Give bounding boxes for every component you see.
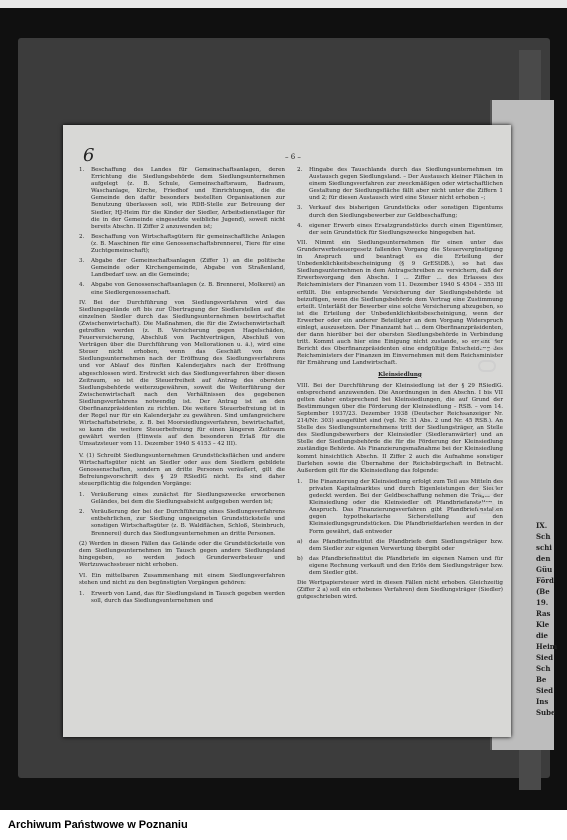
item-number: 2.	[79, 509, 85, 516]
right-column	[297, 167, 503, 605]
side-fragment: schi	[536, 543, 552, 552]
side-fragment: Be	[536, 675, 547, 684]
side-fragment: 19.	[536, 598, 549, 607]
section-viii: VIII. Bei der Durchführung der Kleinsiedlung ist der § 29 RSiedlG. entsprechend anzuwenden. Die Anordnungen in den Abschn. I bis VII gelten daher entsprechend bei Kleinsiedlungen, die auf Grund der Bestimmungen über die Förderung der Kleinsiedlung – RSB. – vom 14. September 1937/23. Dezember 1938 (Deutscher Reichsanzeiger Nr. 214/Nr. 303) ausgeführt sind (vgl. Nr. 31 Abs. 2 und Nr. 45 RSB.). An Stelle des Siedlungsunternehmens tritt der Siedlungsträger, an Stelle des Siedlungsbewerbers der Kleinsiedler (Siedleranwärter) und an Stelle der Siedlungsbehörde die für die Förderung der Kleinsiedlung zuständige Behörde. Als Finanzierungsmaßnahme bei der Kleinsiedlung kommt hinsichtlich Abschn. II Ziffer 2 auch die Aufnahme sonstiger Darlehen sowie die Übernahme der Reichsbürgschaft in Betracht. Außerdem gilt für die Kleinsiedlung das folgende:	[297, 382, 503, 474]
section-iv: IV. Bei der Durchführung von Siedlungsverfahren wird das Siedlungsgelände oft bis zur Übertragung der Siedlerstellen auf die einzelnen Siedler durch das Siedlungsunternehmen bewirtschaftet (Zwischenwirtschaft). Die Maßnahmen, die für die Zwischenwirtschaft getroffen werden (z. B. Versicherung gegen Hagelschäden, Feuerversicherung, Abschluß von Pachtverträgen, Abschluß von Verträgen über die Durchführung von Meliorationen u. ä.), wird eine Steuer nicht erhoben, wenn das Geschäft von dem Siedlungsunternehmen nach der Eröffnung des Siedlungsverfahrens und vor Ablauf des fünften Kalenderjahrs nach der Eröffnung abgeschlossen wird. Erstreckt sich das Siedlungsverfahren über diesen Zeitraum, so ist die Steuerfreiheit auf Antrag des obersten Siedlungsbehörde weiterzugewähren, soweit die Weiterführung der Zwischenwirtschaft nach den Verhältnissen des gegebenen Siedlungsverfahrens notwendig ist. Der Antrag ist an den Oberfinanzpräsidenten zu richten. Die weitere Steuerbefreiung ist in der Regel nur für ein Kalenderjahr zu gewähren. Sind umfangreichere Wirtschaftsbetriebe, z. B. bei Moorsiedlungsverfahren, bewirtschaftet, so kann die weitere Steuerbefreiung für einen längeren Zeitraum gewährt werden (Hinweis auf den besonderen Erlaß für die Umsatzsteuer vom 11. Dezember 1940 S 4153 – 42 III).	[79, 299, 285, 448]
list-item	[297, 167, 503, 202]
side-fragment: Sied	[536, 686, 554, 695]
section-heading: Kleinsiedlung	[378, 371, 422, 378]
item-text: Abgabe der Gemeinschaftsanlagen (Ziffer 1) an die politische Gemeinde oder Kirchengemeinde, Abgabe von Straßenland, Landbedarf usw. an die Gemeinde;	[91, 258, 285, 279]
item-text: das Pfandbriefinstitut die Pfandbriefe dem Siedlungsträger bzw. dem Siedler zur eigenen Verwertung übergibt oder	[309, 538, 503, 552]
binder-clip	[478, 360, 496, 372]
side-fragment: IX.	[536, 521, 548, 530]
document-sheet	[63, 125, 511, 737]
item-number: 4.	[79, 282, 85, 289]
side-fragment: Heim	[536, 642, 558, 651]
item-text: das Pfandbriefinstitut die Pfandbriefe im eigenen Namen und für eigene Rechnung verkauft und den Erlös dem Siedlungsträger bzw. dem Siedler gibt.	[309, 555, 503, 576]
list-item	[79, 591, 285, 605]
item-number: 2.	[79, 233, 85, 240]
side-fragment: (Be	[536, 587, 550, 596]
item-text: Verkauf des bisherigen Grundstücks oder sonstigen Eigentums durch den Siedlungsbewerber zur Geldbeschaffung;	[309, 205, 503, 219]
binder-clip	[478, 484, 496, 496]
archive-label: Archiwum Państwowe w Poznaniu	[8, 819, 188, 831]
side-fragment: Sch	[536, 532, 551, 541]
binder-clip	[478, 502, 496, 514]
item-text: Veräußerung eines zunächst für Siedlungszwecke erworbenen Geländes, bei dem die Siedlungsabsicht aufgegeben werden ist;	[91, 492, 285, 506]
item-number: b)	[297, 555, 303, 562]
side-fragment: die	[536, 631, 549, 640]
side-fragment: Förd	[536, 576, 554, 585]
side-fragment: Sch	[536, 664, 551, 673]
list-item	[79, 258, 285, 279]
top-strip	[0, 0, 567, 8]
list-item	[79, 282, 285, 296]
section-vi: VI. Ein mittelbaren Zusammenhang mit einem Siedlungsverfahren stehen und nicht zu den begünstigten Vorgängen gehören:	[79, 572, 285, 587]
list-item	[79, 167, 285, 231]
list-item	[297, 479, 503, 536]
item-text: Abgabe von Genossenschaftsanlagen (z. B. Brennerei, Molkerei) an eine Siedlergenossenschaft.	[91, 282, 285, 296]
left-column	[79, 167, 285, 608]
item-text: Veräußerung der bei der Durchführung eines Siedlungsverfahrens entbehrlichen, zur Siedlung ungeeigneten Grundstücksteile und sonstigen Wirtschaftsgüter (z. B. Waldflächen, Schloß, Steinbruch, Brennerei) durch das Siedlungsunternehmen an dritte Personen.	[91, 509, 285, 537]
side-fragment: Sied	[536, 653, 554, 662]
list-item	[297, 539, 503, 553]
item-number: 4.	[297, 222, 303, 229]
item-text: Beschaffung des Landes für Gemeinschaftsanlagen, deren Errichtung die Siedlungsbehörde dem Siedlungsunternehmen aufgelegt (z. B. Schule, Gemeinschaftsraum, Badraum, Waschanlage, Kirche, Friedhof und Einrichtungen, die die Gemeinde den dafür besonders bestellten Organisationen zur Benutzung überlassen soll, wie RDB-Stelle zur Betreuung der Siedler, HJ-Heim für die Kinder der Siedler, Arbeitsdienstlager für die in der Gemeinde eingesetzte weibliche Jugend), soweit nicht bereits Abschn. II Ziffer 2 anzuwenden ist;	[91, 167, 285, 230]
list-item	[79, 492, 285, 506]
section-v: V. (1) Schreibt Siedlungsunternehmen Grundstücksflächen und andere Wirtschaftsgüter nicht an Siedler oder aus dem Siedlern gebildete Genossenschaften, sondern an dritte Personen veräußert, gilt die Befreiungsvorschrift des § 29 RSiedlG nicht. Es sind daher steuerpflichtig die folgenden Vorgänge:	[79, 452, 285, 487]
binder-clip	[478, 338, 496, 350]
side-fragment: Güu	[536, 565, 553, 574]
section-v-2: (2) Werden in diesen Fällen das Gelände oder die Grundstücksteile von dem Siedlungsunternehmen im Tausch gegen andere Siedlungsland hingegeben, so werden jedoch Grunderwerbsteuer und Wertzuwachssteuer nicht erhoben.	[79, 540, 285, 568]
side-fragment: Ras	[536, 609, 551, 618]
list-item	[297, 556, 503, 577]
page-number: – 6 –	[285, 153, 301, 161]
archive-footer	[0, 810, 567, 840]
item-text: Hingabe des Tauschlands durch das Siedlungsunternehmen im Austausch gegen Siedlungsland. – Der Austausch kleiner Flächen in einem Siedlungsverfahren zur zweckmäßigen oder wirtschaftlichen Gestaltung der Siedlungsfläche fällt aber nicht unter die Ziffern 1 und 2; für diesen Austausch wird eine Steuer nicht erhoben –;	[309, 167, 503, 202]
item-number: 1.	[297, 478, 303, 485]
item-number: a)	[297, 538, 303, 545]
section-tail: Die Wertpapiersteuer wird in diesen Fällen nicht erhoben. Gleichzeitig (Ziffer 2 a) soll ein erhobenes Verfahren) dem Siedlungsträger (Siedler) gutgeschrieben wird.	[297, 580, 503, 601]
side-text-fragments	[536, 520, 560, 718]
item-number: 1.	[79, 167, 85, 173]
item-text: eigener Erwerb eines Ersatzgrundstücks durch einen Eigentümer, der sein Grundstück für Siedlungszwecke hingegeben hat.	[309, 222, 503, 236]
item-text: Erwerb von Land, das für Siedlungsland in Tausch gegeben werden soll, durch das Siedlungsunternehmen und	[91, 591, 285, 605]
item-number: 1.	[79, 591, 85, 598]
side-fragment: den	[536, 554, 551, 563]
list-item	[79, 234, 285, 255]
handwritten-number: 6	[83, 145, 95, 166]
list-item	[297, 205, 503, 219]
item-number: 3.	[297, 205, 303, 212]
item-text: Beschaffung von Wirtschaftsgütern für gemeinschaftliche Anlagen (z. B. Maschinen für eine Genossenschaftsbrennerei, Tiere für eine Zuchtgemeinschaft);	[91, 233, 285, 255]
list-item	[297, 223, 503, 237]
left-item-list	[79, 167, 285, 297]
right-item-list	[297, 167, 503, 237]
item-number: 3.	[79, 258, 85, 265]
list-item	[79, 509, 285, 537]
item-number: 1.	[79, 492, 85, 499]
item-text: Die Finanzierung der Kleinsiedlung erfolgt zum Teil aus Mitteln des privaten Kapitalmarktes und durch Eigenleistungen der Siedler gedeckt werden. Bei der Geldbeschaffung nehmen die Träger der Kleinsiedlung oder die Kleinsiedler oft Pfandbriefanstalten in Anspruch. Das Finanzierungsverfahren gibt Pfandbriefanstalten gegen hypothekarische Sicherstellung auf den Kleinsiedlungsgrundstücken. Die Pfandbriefdarlehen werden in der Form gewährt, daß entweder	[309, 478, 503, 535]
section-v-items	[79, 492, 285, 538]
side-fragment: Sube	[536, 708, 556, 717]
side-fragment: Ins	[536, 697, 549, 706]
section-vii: VII. Nimmt ein Siedlungsunternehmen für einen unter das Grunderwerbsteuergesetz fallenden Vorgang die Steuervergünstigung in Anspruch und beantragt es die Erteilung der Unbedenklichkeitsbescheinigung (§ 9 GrEStDB.), so hat das Siedlungsunternehmen in dem Antragschreiben zu versichern, daß der Erwerbsvorgang den Abschn. I ... Ziffer ... des Erlasses des Reichsministers der Finanzen vom 11. Dezember 1940 S 4504 – 355 III erfüllt. Die entsprechende Versicherung der Siedlungsbehörde ist beizufügen, wenn die Siedlungsbehörde dem Vertrag eine Zustimmung erteilt. Unterläßt der Bewerber eine solche Versicherung abzugeben, so ist die Erteilung der Unbedenklichkeitsbescheinigung, wenn der Erwerber oder ein anderer Beteiligter an dem Vorgang Widerspruch einlegt, auszusetzen. Der Finanzamt hat ... dem Oberfinanzpräsidenten, der dann hierüber bei der obersten Siedlungsbehörde in Verbindung tritt. Kommt auch hier eine Einigung nicht zustande, so ergeht der Bericht des Oberfinanzpräsidenten eine endgültige Entscheidung des Reichsministers der Finanzen im Einvernehmen mit dem Reichsminister für Ernährung und Landwirtschaft.	[297, 239, 503, 367]
section-viii-items	[297, 479, 503, 577]
section-vi-items	[79, 591, 285, 605]
item-number: 2.	[297, 167, 303, 173]
side-fragment: Kle	[536, 620, 550, 629]
